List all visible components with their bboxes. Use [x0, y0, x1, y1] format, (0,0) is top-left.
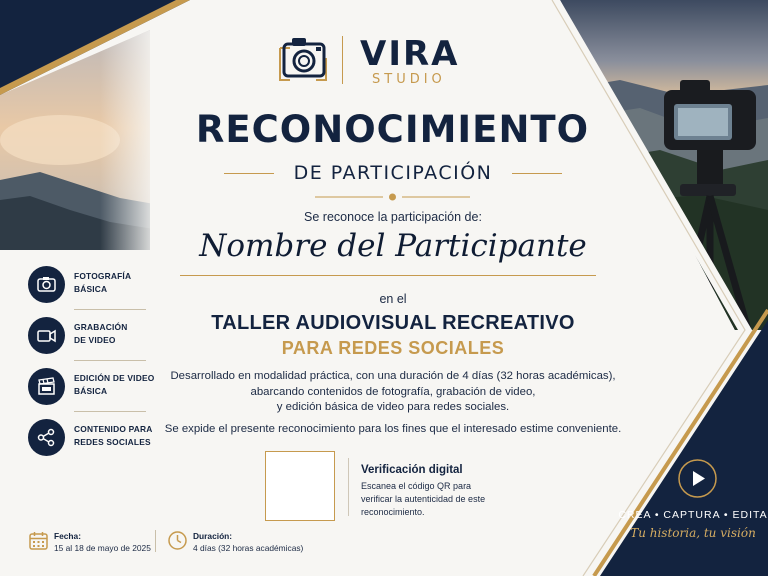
sidebar-item-label [74, 372, 154, 397]
footer-separator [155, 530, 156, 552]
sidebar-item-photography [28, 264, 150, 308]
logo-separator [342, 36, 343, 84]
date-block [28, 529, 158, 555]
qr-code [265, 451, 335, 521]
video-camera-icon [28, 317, 65, 354]
sidebar-item-editing [28, 366, 155, 410]
verification-line: verificar la autenticidad de este [361, 494, 486, 504]
promo-tagline: Tu historia, tu visión [630, 526, 756, 540]
duration-label: Duración: [193, 531, 233, 541]
clock-icon [167, 530, 188, 551]
sidebar-label-line: GRABACIÓN [74, 322, 128, 332]
description-line: y edición básica de video para redes sociales. [276, 401, 510, 413]
verification-text [361, 480, 511, 519]
play-icon [677, 458, 718, 499]
sidebar-divider [74, 309, 146, 310]
verification-line: Escanea el código QR para [361, 481, 472, 491]
sidebar-label-line: BÁSICA [74, 283, 108, 294]
sidebar-label-line: EDICIÓN DE VIDEO [74, 373, 155, 383]
description-line: abarcando contenidos de fotografía, grabación de video, [250, 385, 536, 398]
duration-block [167, 529, 317, 555]
sidebar-item-label [74, 423, 154, 448]
duration-value: 4 días (32 horas académicas) [193, 543, 304, 553]
connector-text: en el [379, 292, 407, 306]
subtitle-row [222, 162, 564, 186]
sidebar-label-line: BÁSICA [74, 385, 108, 396]
brand-name: VIRA [360, 34, 460, 74]
calendar-icon [28, 530, 49, 551]
brand-subtitle: STUDIO [372, 72, 446, 87]
sidebar-divider [74, 411, 146, 412]
verification-title: Verificación digital [361, 464, 463, 476]
sidebar-divider [74, 360, 146, 361]
subtitle-line-right [512, 173, 562, 174]
recognition-intro: Se reconoce la participación de: [304, 210, 482, 224]
sidebar-label-line: DE VIDEO [74, 334, 116, 345]
certificate-title: RECONOCIMIENTO [195, 108, 590, 151]
sidebar-item-social [28, 417, 153, 461]
workshop-subtitle: PARA REDES SOCIALES [281, 338, 505, 358]
promo-slogan: CREA • CAPTURA • EDITA [618, 509, 768, 521]
issuance-note: Se expide el presente reconocimiento para los fines que el interesado estime conveniente. [164, 423, 622, 435]
date-value: 15 al 18 de mayo de 2025 [54, 543, 151, 553]
camera-logo-icon [276, 34, 330, 84]
brand-logo [276, 30, 476, 92]
certificate-subtitle: DE PARTICIPACIÓN [293, 162, 493, 184]
clapperboard-icon [28, 368, 65, 405]
description-line: Desarrollado en modalidad práctica, con una duración de 4 días (32 horas académicas), [170, 370, 616, 382]
sidebar-item-video [28, 315, 150, 359]
name-underline [180, 275, 596, 276]
camera-icon [28, 266, 65, 303]
share-icon [28, 419, 65, 456]
sidebar-label-line: FOTOGRAFÍA [74, 271, 132, 281]
verification-separator [348, 458, 349, 516]
sidebar-item-label [74, 270, 154, 295]
sidebar-label-line: CONTENIDO PARA [74, 424, 153, 434]
date-label: Fecha: [54, 531, 81, 541]
ornament-divider [315, 192, 470, 202]
verification-line: reconocimiento. [361, 507, 425, 517]
workshop-title: TALLER AUDIOVISUAL RECREATIVO [211, 312, 575, 334]
sidebar-label-line: REDES SOCIALES [74, 436, 151, 447]
participant-name: Nombre del Participante [199, 228, 587, 264]
description [160, 369, 626, 416]
sidebar-item-label [74, 321, 154, 346]
